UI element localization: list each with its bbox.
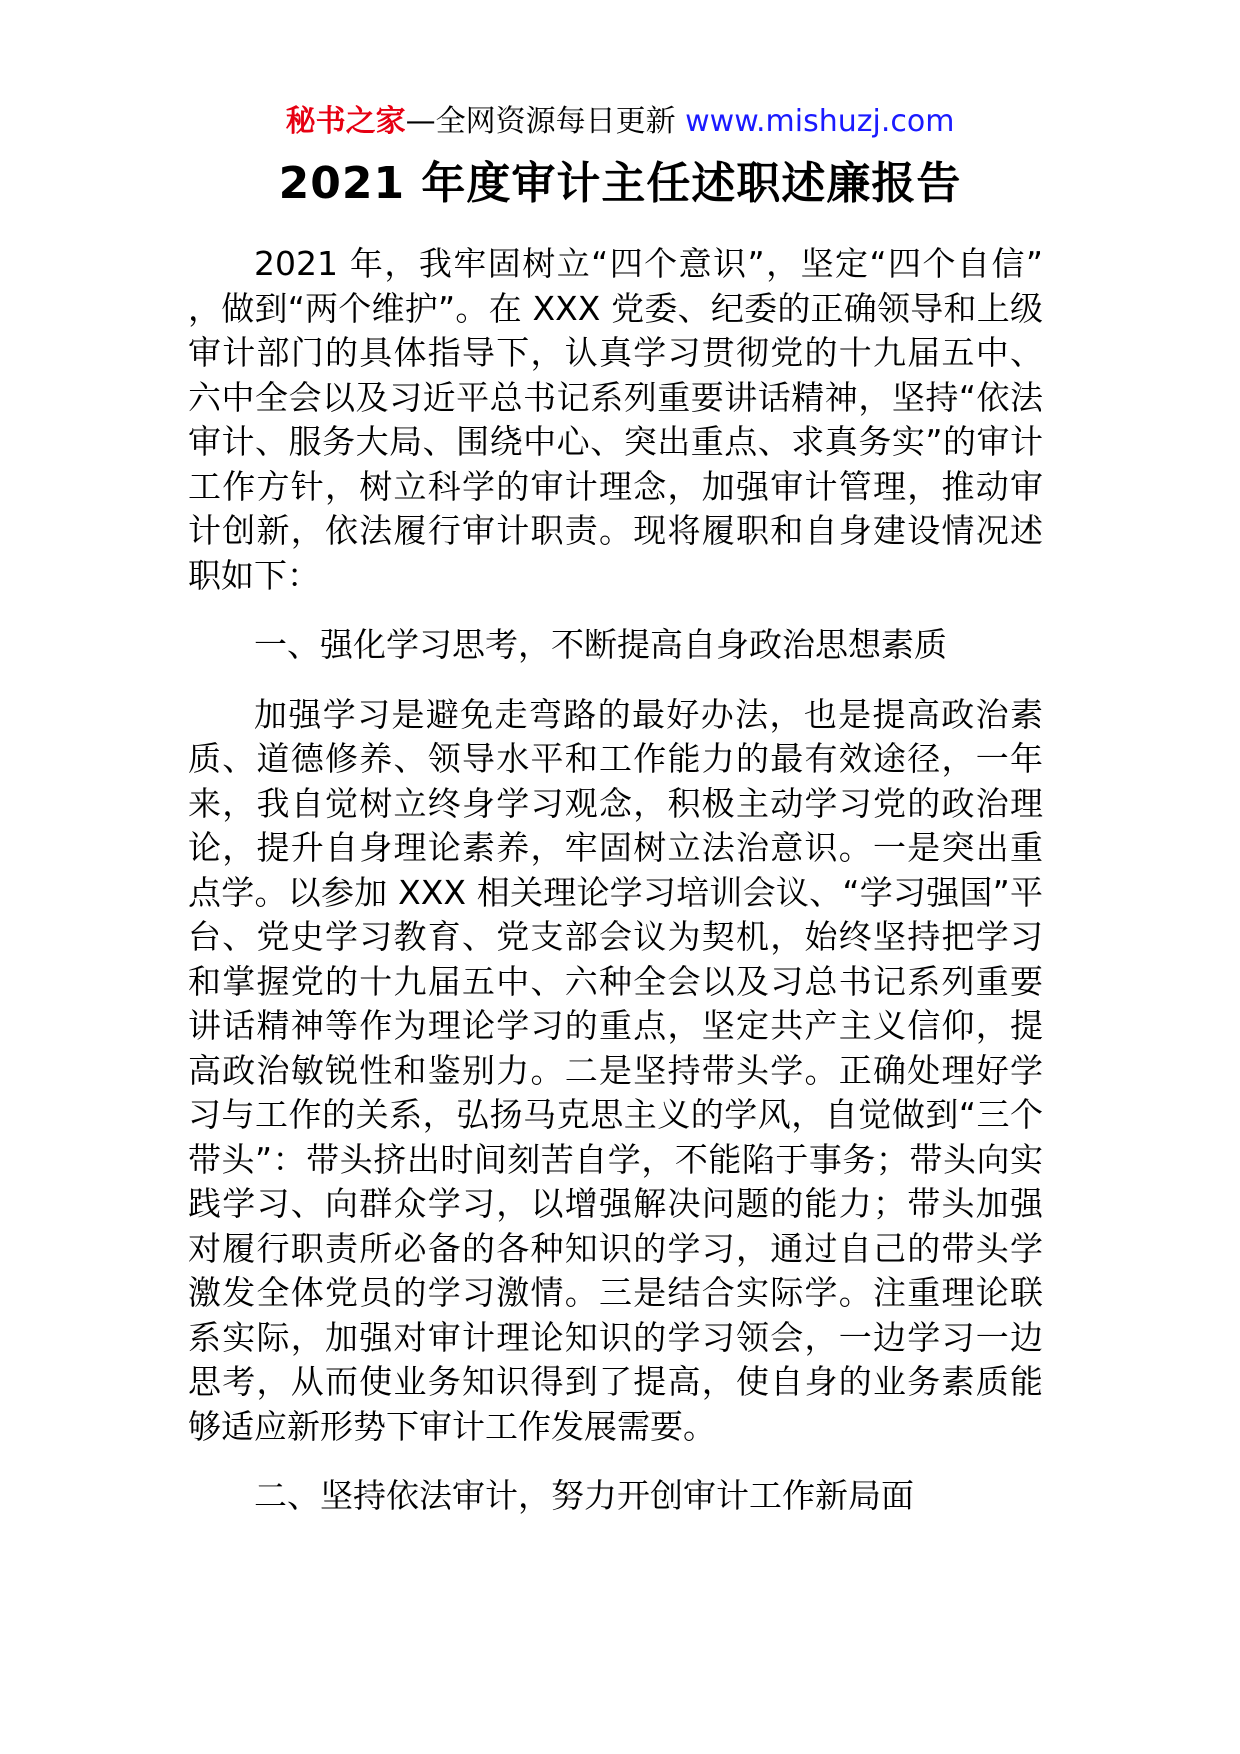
site-url-link[interactable]: www.mishuzj.com	[685, 104, 955, 139]
brand-name: 秘书之家	[285, 104, 406, 139]
header-tagline: —全网资源每日更新	[405, 104, 676, 139]
section-heading-2: 二、坚持依法审计，努力开创审计工作新局面	[254, 1476, 914, 1515]
document-title: 2021 年度审计主任述职述廉报告	[278, 158, 962, 209]
document-body	[188, 242, 1043, 1544]
section-heading-1: 一、强化学习思考，不断提高自身政治思想素质	[254, 625, 947, 664]
site-header	[0, 102, 1240, 142]
section-1-paragraph: 加强学习是避免走弯路的最好办法，也是提高政治素质、道德修养、领导水平和工作能力的最有效途径，一年来，我自觉树立终身学习观念，积极主动学习党的政治理论，提升自身理论素养，牢固树立法治意识。一是突出重点学。以参加 XXX 相关理论学习培训会议、“学习强国”平台、党史学习教育、党支部会议为契机，始终坚持把学习和掌握党的十九届五中、六种全会以及习总书记系列重要讲话精神等作为理论学习的重点，坚定共产主义信仰，提高政治敏锐性和鉴别力。二是坚持带头学。正确处理好学习与工作的关系，弘扬马克思主义的学风，自觉做到“三个带头”：带头挤出时间刻苦自学，不能陷于事务；带头向实践学习、向群众学习，以增强解决问题的能力；带头加强对履行职责所必备的各种知识的学习，通过自己的带头学激发全体党员的学习激情。三是结合实际学。注重理论联系实际，加强对审计理论知识的学习领会，一边学习一边思考，从而使业务知识得到了提高，使自身的业务素质能够适应新形势下审计工作发展需要。	[188, 694, 1043, 1446]
intro-paragraph: 2021 年，我牢固树立“四个意识”，坚定“四个自信”，做到“两个维护”。在 XXX 党委、纪委的正确领导和上级审计部门的具体指导下，认真学习贯彻党的十九届五中、六中全会以及习近平总书记系列重要讲话精神，坚持“依法审计、服务大局、围绕中心、突出重点、求真务实”的审计工作方针，树立科学的审计理念，加强审计管理，推动审计创新，依法履行审计职责。现将履职和自身建设情况述职如下：	[188, 244, 1043, 595]
